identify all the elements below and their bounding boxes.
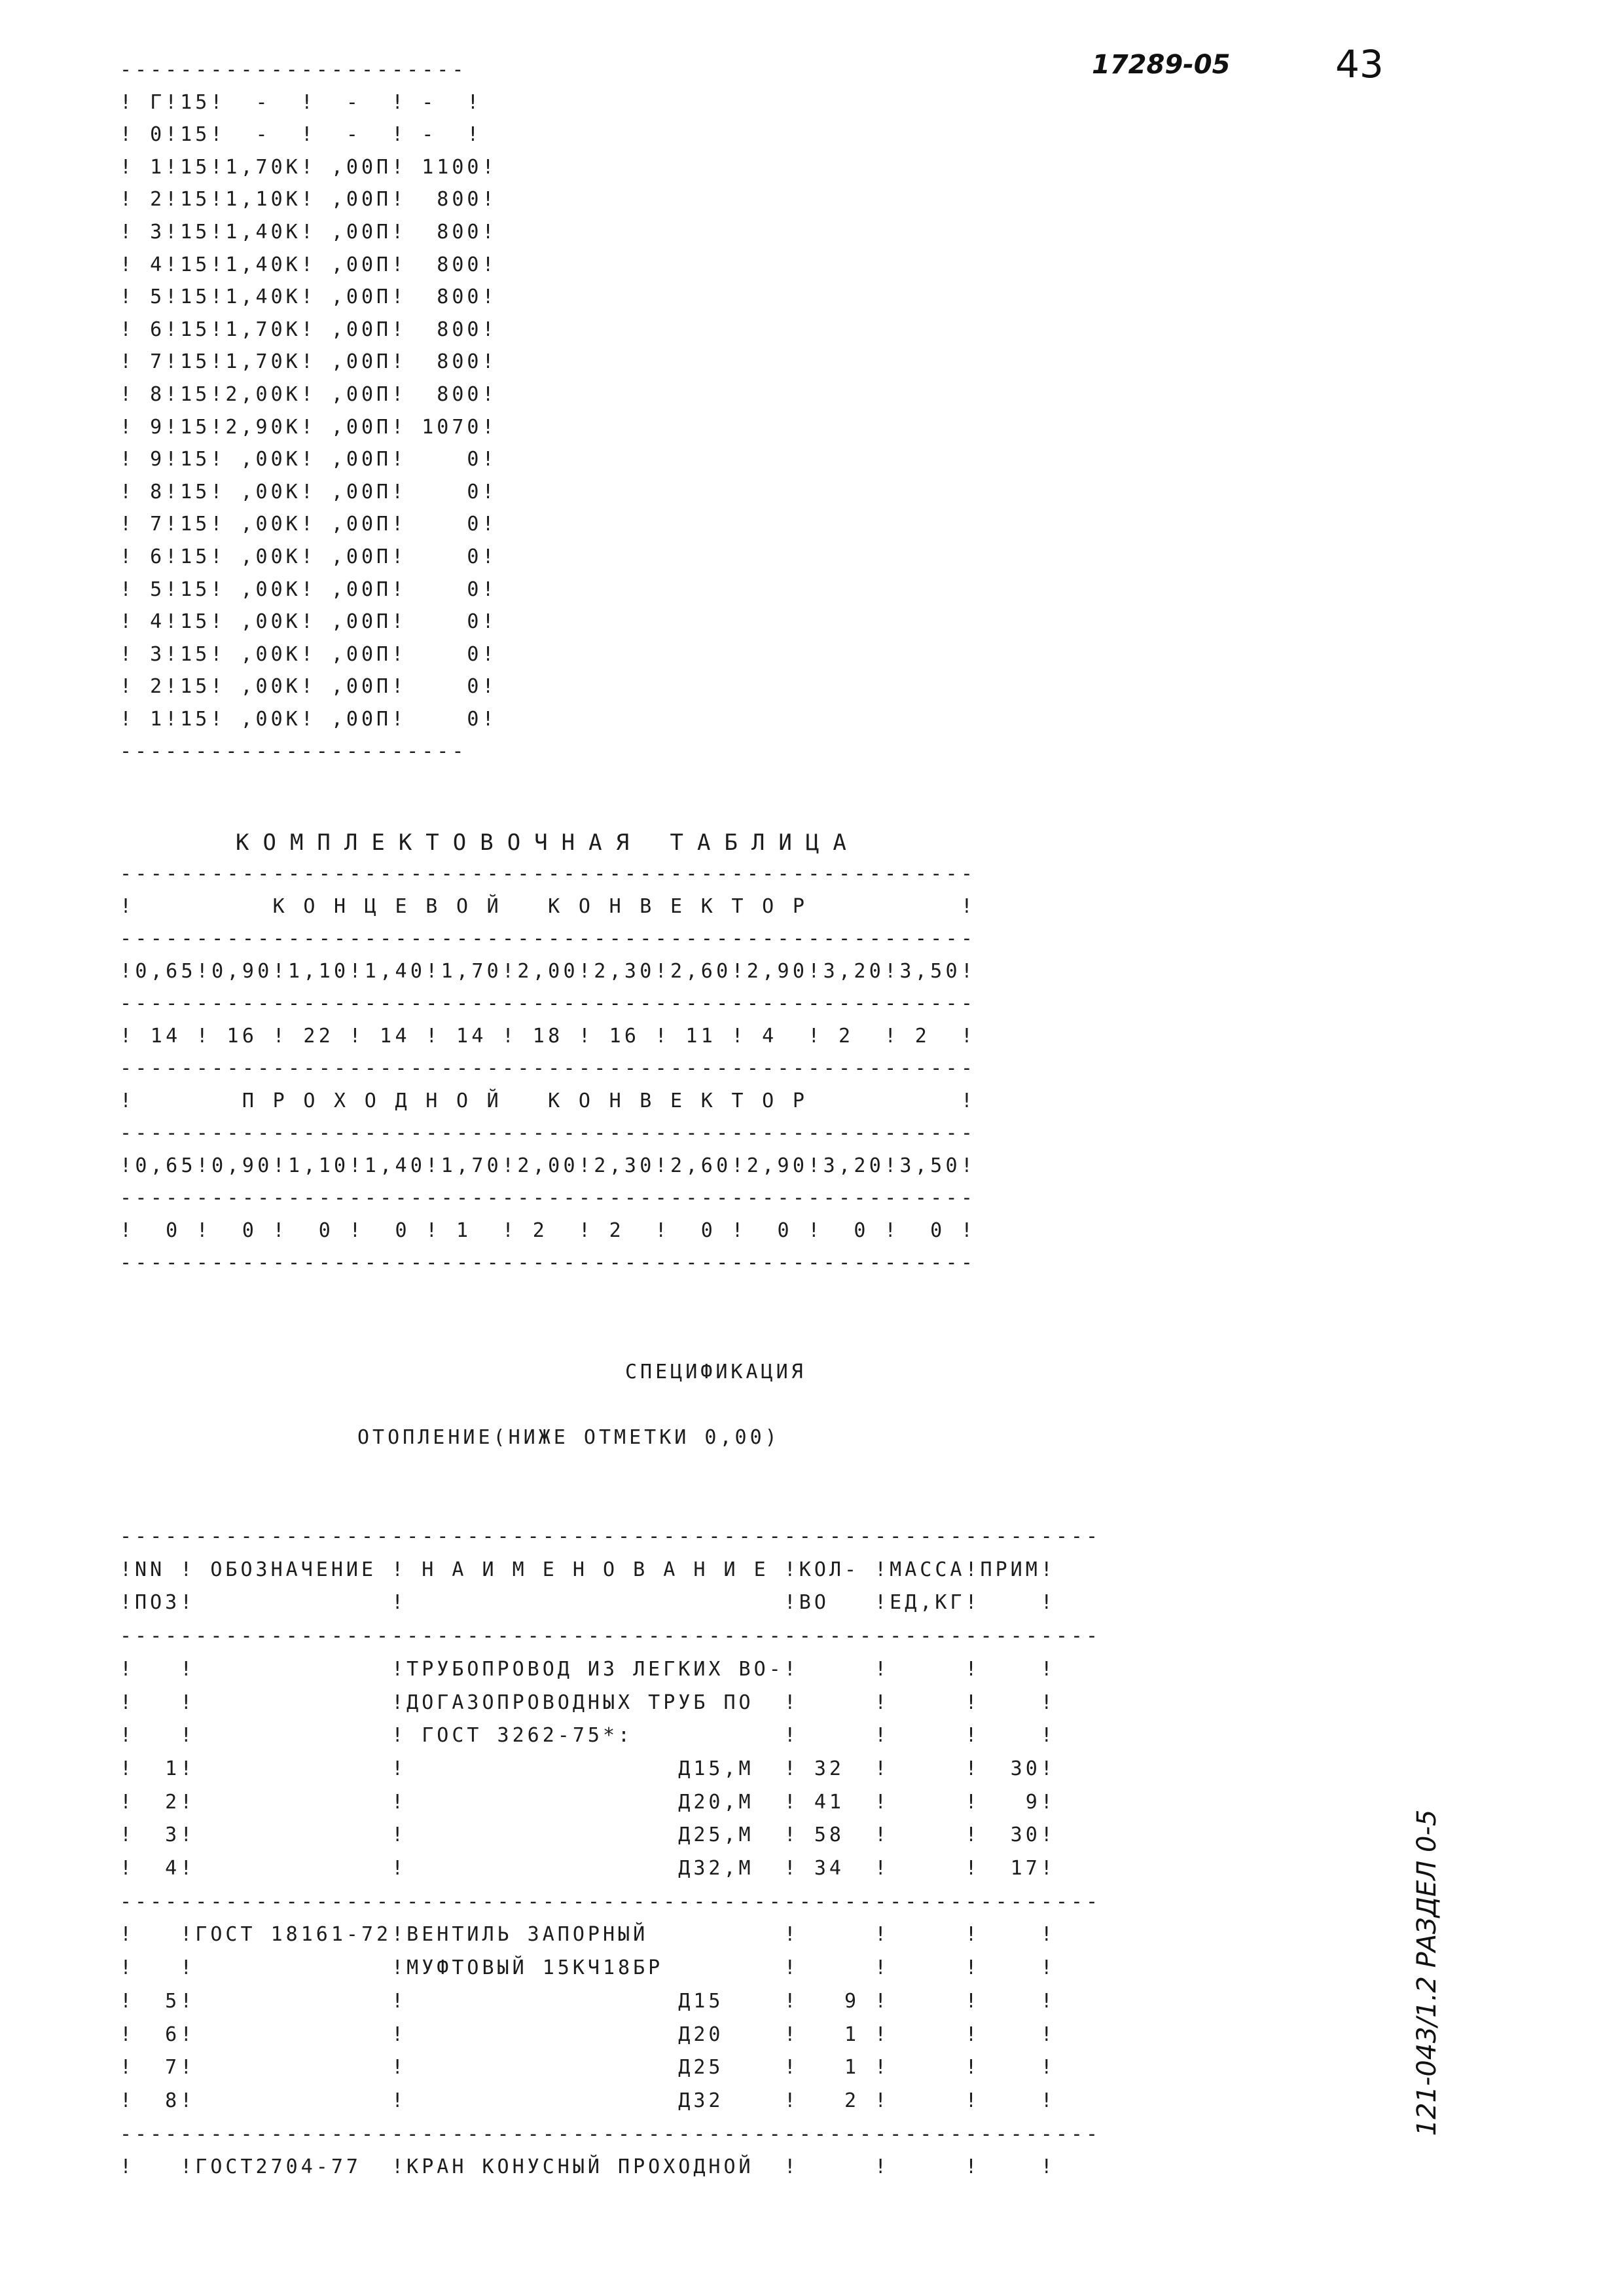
spec-title: СПЕЦИФИКАЦИЯ xyxy=(625,1361,806,1383)
kit-table-title: КОМПЛЕКТОВОЧНАЯ ТАБЛИЦА xyxy=(236,830,860,856)
specification-table: ----------------------------------------------------------------- !NN ! ОБОЗНАЧЕНИЕ ! Н А И М Е Н О В А Н И Е !КОЛ- !МАССА!ПРИМ! !ПОЗ! ! !ВО !ЕД,КГ! ! ----------------------------------------------------------------- ! ! !ТРУБОПРОВОД ИЗ ЛЕГКИХ ВО-! ! ! ! ! ! !ДОГАЗОПРОВОДНЫХ ТРУБ ПО ! ! ! ! ! ! ! ГОСТ 3262-75*: ! ! ! ! ! 1! ! Д15,М ! 32 ! ! 30! ! 2! ! Д20,М ! 41 ! ! 9! ! 3! ! Д25,М ! 58 ! ! 30! ! 4! ! Д32,М ! 34 ! ! 17! ----------------------------------------------------------------- ! !ГОСТ 18161-72!ВЕНТИЛЬ ЗАПОРНЫЙ ! ! ! ! ! ! !МУФТОВЫЙ 15КЧ18БР ! ! ! ! ! 5! ! Д15 ! 9 ! ! ! ! 6! ! Д20 ! 1 ! ! ! ! 7! ! Д25 ! 1 ! ! ! ! 8! ! Д32 ! 2 ! ! ! ----------------------------------------------------------------- ! !ГОСТ2704-77 !КРАН КОНУСНЫЙ ПРОХОДНОЙ ! ! ! ! xyxy=(120,1525,1101,2179)
document-number: 17289-05 xyxy=(1092,50,1231,80)
top-data-table: ----------------------- ! Г!15! - ! - ! - ! ! 0!15! - ! - ! - ! ! 1!15!1,70К! ,00П! 1100! ! 2!15!1,10К! ,00П! 800! ! 3!15!1,40К! ,00П! 800! ! 4!15!1,40К! ,00П! 800! ! 5!15!1,40К! ,00П! 800! ! 6!15!1,70К! ,00П! 800! ! 7!15!1,70К! ,00П! 800! ! 8!15!2,00К! ,00П! 800! ! 9!15!2,90К! ,00П! 1070! ! 9!15! ,00К! ,00П! 0! ! 8!15! ,00К! ,00П! 0! ! 7!15! ,00К! ,00П! 0! ! 6!15! ,00К! ,00П! 0! ! 5!15! ,00К! ,00П! 0! ! 4!15! ,00К! ,00П! 0! ! 3!15! ,00К! ,00П! 0! ! 2!15! ,00К! ,00П! 0! ! 1!15! ,00К! ,00П! 0! ----------------------- xyxy=(120,58,497,763)
page-number: 43 xyxy=(1335,42,1384,86)
kit-table: -------------------------------------------------------- ! К О Н Ц Е В О Й К О Н В Е К Т О Р ! -------------------------------------------------------- !0,65!0,90!1,10!1,40!1,70!2,00!2,30!2,60!2,90!3,20!3,50! -------------------------------------------------------- ! 14 ! 16 ! 22 ! 14 ! 14 ! 18 ! 16 ! 11 ! 4 ! 2 ! 2 ! -------------------------------------------------------- ! П Р О Х О Д Н О Й К О Н В Е К Т О Р ! -------------------------------------------------------- !0,65!0,90!1,10!1,40!1,70!2,00!2,30!2,60!2,90!3,20!3,50! -------------------------------------------------------- ! 0 ! 0 ! 0 ! 0 ! 1 ! 2 ! 2 ! 0 ! 0 ! 0 ! 0 ! -------------------------------------------------------- xyxy=(120,862,977,1274)
side-stamp: 121-043/1.2 РАЗДЕЛ 0-5 xyxy=(1412,1809,1442,2136)
spec-subtitle: ОТОПЛЕНИЕ(НИЖЕ ОТМЕТКИ 0,00) xyxy=(357,1426,780,1449)
